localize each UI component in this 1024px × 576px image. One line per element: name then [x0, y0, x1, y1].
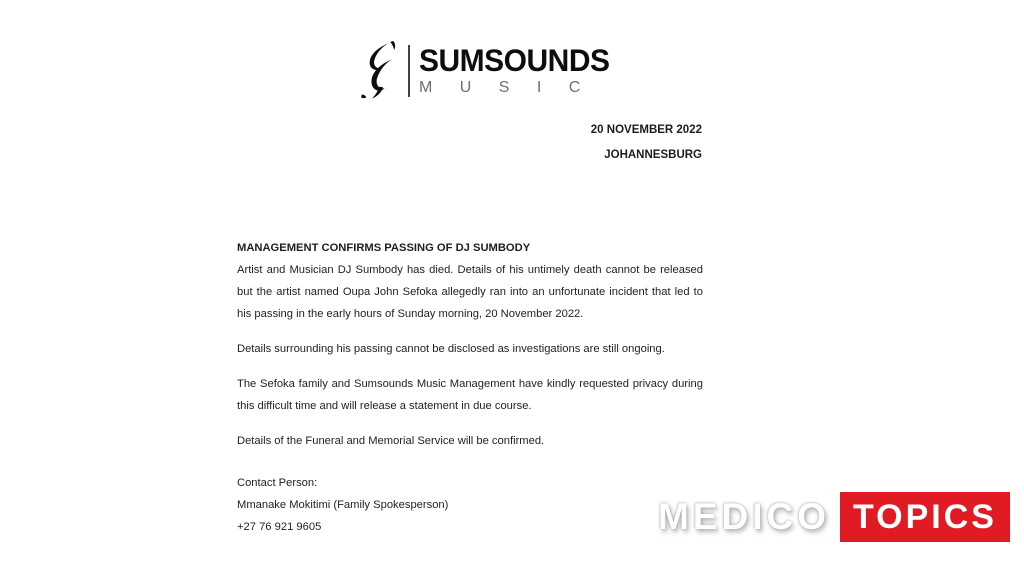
logo-subtitle: M U S I C [419, 78, 592, 96]
contact-name: Mmanake Mokitimi (Family Spokesperson) [237, 499, 449, 511]
medicotopics-watermark [658, 492, 1010, 542]
paragraph-2: Details surrounding his passing cannot be disclosed as investigations are still ongoing. [237, 343, 665, 355]
logo-divider [408, 45, 410, 97]
letter-city: JOHANNESBURG [604, 149, 702, 161]
contact-block [237, 472, 703, 538]
logo-wordmark: SUMSOUNDS [419, 43, 610, 79]
watermark-topics-text: TOPICS [853, 498, 997, 536]
flame-s-icon [356, 38, 402, 104]
paragraph-1: Artist and Musician DJ Sumbody has died. Details of his untimely death cannot be released but the artist named Oupa John Sefoka allegedly ran into an unfortunate incident that led to his passing in the early hours of Sunday morning, 20 November 2022. [237, 264, 703, 320]
contact-label: Contact Person: [237, 477, 318, 489]
press-release-body [237, 237, 703, 538]
paragraph-4: Details of the Funeral and Memorial Service will be confirmed. [237, 435, 545, 447]
letterhead-dateblock [237, 122, 702, 163]
sumsounds-logo [356, 38, 610, 104]
paragraph-3: The Sefoka family and Sumsounds Music Management have kindly requested privacy during this difficult time and will release a statement in due course. [237, 378, 703, 412]
press-release-heading: MANAGEMENT CONFIRMS PASSING OF DJ SUMBODY [237, 242, 531, 254]
letter-date: 20 NOVEMBER 2022 [590, 124, 702, 136]
watermark-topics-box [840, 492, 1010, 542]
watermark-medico-text: MEDICO [658, 496, 831, 537]
contact-phone: +27 76 921 9605 [237, 521, 322, 533]
